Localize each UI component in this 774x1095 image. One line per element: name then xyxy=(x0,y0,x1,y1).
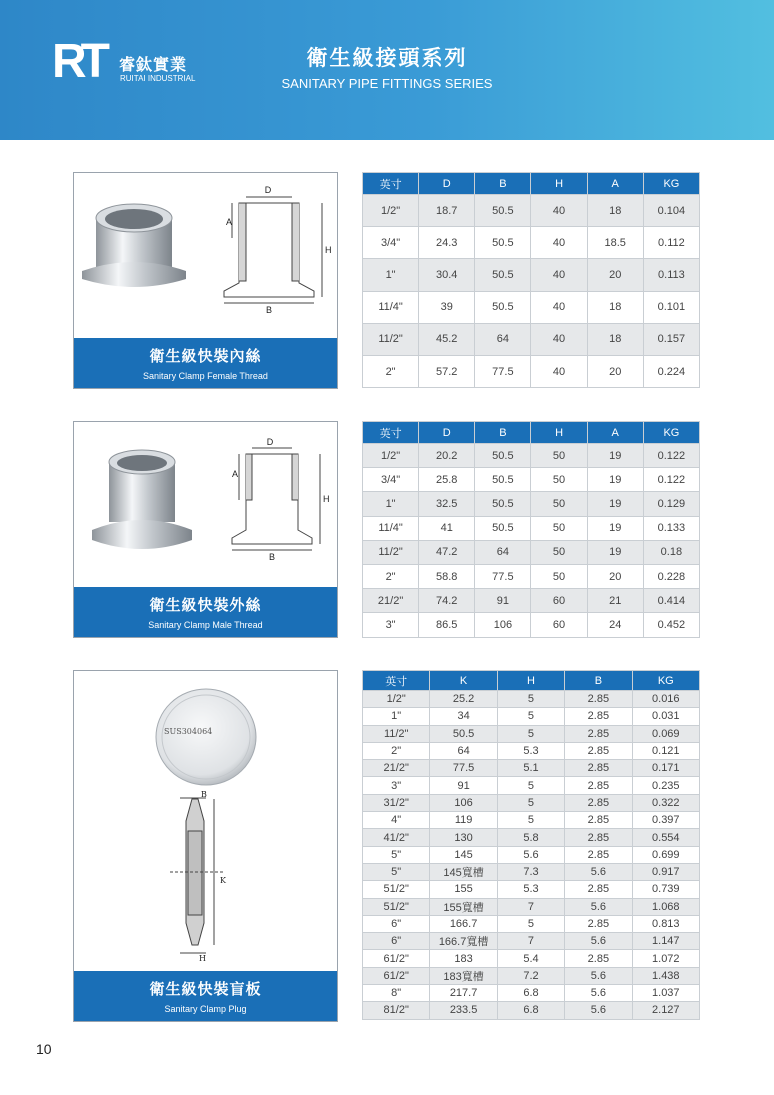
page-number: 10 xyxy=(36,1041,52,1057)
column-header: H xyxy=(497,671,564,691)
table-cell: 61/2" xyxy=(363,967,430,984)
table-row xyxy=(363,1002,700,1019)
table-cell: 166.7 xyxy=(430,915,497,932)
table-cell: 0.104 xyxy=(643,195,699,227)
table-row xyxy=(363,985,700,1002)
table-cell: 50 xyxy=(531,564,587,588)
table-cell: 39 xyxy=(419,291,475,323)
table-cell: 5 xyxy=(497,777,564,794)
table-cell: 5.8 xyxy=(497,829,564,846)
table-cell: 40 xyxy=(531,355,587,387)
table-row xyxy=(363,915,700,932)
company-name-cn: 睿鈦實業 xyxy=(119,55,188,74)
table-cell: 130 xyxy=(430,829,497,846)
drawing-label-b: B xyxy=(268,552,276,562)
table-cell: 0.101 xyxy=(643,291,699,323)
table-cell: 5.6 xyxy=(565,1002,632,1019)
caption-en: Sanitary Clamp Female Thread xyxy=(143,371,268,381)
table-cell: 0.699 xyxy=(632,846,699,863)
column-header: 英寸 xyxy=(363,422,419,444)
caption-cn: 衛生級快裝內絲 xyxy=(149,347,262,365)
column-header: B xyxy=(475,173,531,195)
table-cell: 3" xyxy=(363,613,419,637)
column-header: H xyxy=(531,422,587,444)
table-row xyxy=(363,898,700,915)
table-cell: 58.8 xyxy=(419,564,475,588)
table-cell: 60 xyxy=(531,589,587,613)
table-row xyxy=(363,933,700,950)
table-cell: 0.739 xyxy=(632,881,699,898)
company-name-en: RUITAI INDUSTRIAL xyxy=(120,74,196,83)
drawing-label-h: H xyxy=(325,245,332,255)
product-caption xyxy=(74,338,337,388)
table-cell: 1.147 xyxy=(632,933,699,950)
table-cell: 0.122 xyxy=(643,468,699,492)
table-cell: 1/2" xyxy=(363,195,419,227)
clamp-plug-drawing xyxy=(170,798,224,953)
table-cell: 0.031 xyxy=(632,708,699,725)
table-cell: 31/2" xyxy=(363,794,430,811)
table-row xyxy=(363,812,700,829)
table-row xyxy=(363,967,700,984)
table-cell: 0.397 xyxy=(632,812,699,829)
table-cell: 34 xyxy=(430,708,497,725)
table-cell: 2.85 xyxy=(565,708,632,725)
column-header: A xyxy=(587,173,643,195)
male-thread-photo xyxy=(92,450,192,549)
table-cell: 233.5 xyxy=(430,1002,497,1019)
drawing-label-b: B xyxy=(265,305,273,315)
column-header: B xyxy=(475,422,531,444)
table-cell: 0.554 xyxy=(632,829,699,846)
table-cell: 5 xyxy=(497,794,564,811)
table-cell: 19 xyxy=(587,492,643,516)
table-cell: 50 xyxy=(531,468,587,492)
table-cell: 74.2 xyxy=(419,589,475,613)
table-cell: 45.2 xyxy=(419,323,475,355)
table-cell: 5.6 xyxy=(497,846,564,863)
table-cell: 50.5 xyxy=(475,444,531,468)
table-row xyxy=(363,355,700,387)
table-cell: 183寬槽 xyxy=(430,967,497,984)
table-cell: 5.3 xyxy=(497,881,564,898)
table-cell: 0.414 xyxy=(643,589,699,613)
table-cell: 2.85 xyxy=(565,812,632,829)
female-thread-illustration xyxy=(74,173,337,338)
table-cell: 4" xyxy=(363,812,430,829)
table-cell: 50.5 xyxy=(475,516,531,540)
table-cell: 40 xyxy=(531,291,587,323)
table-cell: 155 xyxy=(430,881,497,898)
table-cell: 5.6 xyxy=(565,967,632,984)
table-row xyxy=(363,777,700,794)
table-cell: 2.85 xyxy=(565,915,632,932)
table-cell: 19 xyxy=(587,468,643,492)
table-cell: 145 xyxy=(430,846,497,863)
table-cell: 5 xyxy=(497,691,564,708)
caption-cn: 衛生級快裝盲板 xyxy=(149,980,262,998)
table-cell: 11/2" xyxy=(363,725,430,742)
table-cell: 183 xyxy=(430,950,497,967)
table-cell: 1/2" xyxy=(363,691,430,708)
product-caption xyxy=(74,971,337,1021)
table-cell: 47.2 xyxy=(419,540,475,564)
table-row xyxy=(363,492,700,516)
table-row xyxy=(363,863,700,880)
table-row xyxy=(363,846,700,863)
table-cell: 5 xyxy=(497,708,564,725)
table-cell: 64 xyxy=(430,742,497,759)
table-row xyxy=(363,227,700,259)
table-cell: 57.2 xyxy=(419,355,475,387)
product-card-male-thread xyxy=(73,421,338,638)
table-cell: 40 xyxy=(531,195,587,227)
table-cell: 8" xyxy=(363,985,430,1002)
table-cell: 24.3 xyxy=(419,227,475,259)
table-cell: 18.7 xyxy=(419,195,475,227)
table-row xyxy=(363,540,700,564)
table-cell: 21/2" xyxy=(363,589,419,613)
table-cell: 2.85 xyxy=(565,742,632,759)
table-cell: 1" xyxy=(363,259,419,291)
table-cell: 155寬槽 xyxy=(430,898,497,915)
table-cell: 91 xyxy=(430,777,497,794)
table-cell: 40 xyxy=(531,323,587,355)
table-cell: 0.452 xyxy=(643,613,699,637)
table-cell: 0.18 xyxy=(643,540,699,564)
table-cell: 50.5 xyxy=(430,725,497,742)
table-cell: 0.157 xyxy=(643,323,699,355)
table-cell: 5.6 xyxy=(565,933,632,950)
table-cell: 0.122 xyxy=(643,444,699,468)
table-cell: 25.2 xyxy=(430,691,497,708)
table-cell: 18.5 xyxy=(587,227,643,259)
table-cell: 7.2 xyxy=(497,967,564,984)
table-row xyxy=(363,291,700,323)
table-cell: 30.4 xyxy=(419,259,475,291)
column-header: D xyxy=(419,173,475,195)
table-cell: 91 xyxy=(475,589,531,613)
table-cell: 41 xyxy=(419,516,475,540)
table-cell: 6.8 xyxy=(497,985,564,1002)
table-cell: 11/4" xyxy=(363,516,419,540)
table-row xyxy=(363,950,700,967)
table-header-row xyxy=(363,173,700,195)
table-cell: 20 xyxy=(587,355,643,387)
table-cell: 119 xyxy=(430,812,497,829)
table-cell: 2.85 xyxy=(565,794,632,811)
table-cell: 1.037 xyxy=(632,985,699,1002)
table-cell: 2.85 xyxy=(565,691,632,708)
table-cell: 5" xyxy=(363,846,430,863)
table-row xyxy=(363,323,700,355)
table-cell: 2.85 xyxy=(565,846,632,863)
table-cell: 1" xyxy=(363,708,430,725)
table-row xyxy=(363,564,700,588)
table-cell: 11/2" xyxy=(363,323,419,355)
female-thread-photo xyxy=(82,204,186,287)
product-caption xyxy=(74,587,337,637)
drawing-label-h: H xyxy=(323,494,330,504)
table-cell: 5.6 xyxy=(565,898,632,915)
table-cell: 6" xyxy=(363,933,430,950)
table-cell: 50.5 xyxy=(475,227,531,259)
table-cell: 7 xyxy=(497,933,564,950)
table-cell: 86.5 xyxy=(419,613,475,637)
series-title-cn: 衛生級接頭系列 xyxy=(306,46,468,70)
table-cell: 41/2" xyxy=(363,829,430,846)
table-cell: 106 xyxy=(430,794,497,811)
column-header: KG xyxy=(643,422,699,444)
table-cell: 50.5 xyxy=(475,291,531,323)
table-header-row xyxy=(363,422,700,444)
table-cell: 32.5 xyxy=(419,492,475,516)
table-cell: 145寬槽 xyxy=(430,863,497,880)
table-cell: 77.5 xyxy=(475,564,531,588)
column-header: A xyxy=(587,422,643,444)
table-cell: 60 xyxy=(531,613,587,637)
table-cell: 5.6 xyxy=(565,985,632,1002)
table-row xyxy=(363,708,700,725)
plug-stamp: SUS304064 xyxy=(164,727,213,736)
table-cell: 0.171 xyxy=(632,760,699,777)
table-cell: 2" xyxy=(363,742,430,759)
table-cell: 0.228 xyxy=(643,564,699,588)
table-cell: 166.7寬槽 xyxy=(430,933,497,950)
caption-en: Sanitary Clamp Plug xyxy=(164,1004,247,1014)
table-cell: 1.438 xyxy=(632,967,699,984)
table-cell: 3/4" xyxy=(363,227,419,259)
table-cell: 19 xyxy=(587,444,643,468)
table-cell: 50 xyxy=(531,492,587,516)
table-cell: 6" xyxy=(363,915,430,932)
table-cell: 5.3 xyxy=(497,742,564,759)
table-row xyxy=(363,742,700,759)
table-cell: 7.3 xyxy=(497,863,564,880)
column-header: KG xyxy=(643,173,699,195)
table-cell: 6.8 xyxy=(497,1002,564,1019)
table-cell: 5.6 xyxy=(565,863,632,880)
table-row xyxy=(363,794,700,811)
table-cell: 2.85 xyxy=(565,881,632,898)
female-thread-drawing xyxy=(224,197,322,303)
clamp-plug-photo xyxy=(156,689,256,785)
table-row xyxy=(363,725,700,742)
table-cell: 0.129 xyxy=(643,492,699,516)
table-row xyxy=(363,444,700,468)
column-header: 英寸 xyxy=(363,173,419,195)
table-cell: 7 xyxy=(497,898,564,915)
male-thread-illustration xyxy=(74,422,337,587)
table-cell: 51/2" xyxy=(363,881,430,898)
table-row xyxy=(363,613,700,637)
table-cell: 2.85 xyxy=(565,950,632,967)
table-cell: 2" xyxy=(363,355,419,387)
series-title-en: SANITARY PIPE FITTINGS SERIES xyxy=(281,76,493,91)
table-cell: 0.224 xyxy=(643,355,699,387)
table-cell: 2.85 xyxy=(565,760,632,777)
table-cell: 3" xyxy=(363,777,430,794)
table-cell: 24 xyxy=(587,613,643,637)
spec-table-clamp-plug xyxy=(362,670,700,1020)
table-cell: 50 xyxy=(531,516,587,540)
table-cell: 3/4" xyxy=(363,468,419,492)
caption-cn: 衛生級快裝外絲 xyxy=(149,596,262,614)
table-cell: 2" xyxy=(363,564,419,588)
table-row xyxy=(363,691,700,708)
table-cell: 1" xyxy=(363,492,419,516)
table-row xyxy=(363,468,700,492)
table-cell: 1.068 xyxy=(632,898,699,915)
table-cell: 0.069 xyxy=(632,725,699,742)
table-header-row xyxy=(363,671,700,691)
table-cell: 19 xyxy=(587,516,643,540)
column-header: K xyxy=(430,671,497,691)
table-cell: 0.322 xyxy=(632,794,699,811)
table-cell: 0.113 xyxy=(643,259,699,291)
table-cell: 77.5 xyxy=(475,355,531,387)
column-header: D xyxy=(419,422,475,444)
column-header: H xyxy=(531,173,587,195)
table-cell: 0.917 xyxy=(632,863,699,880)
table-cell: 5.1 xyxy=(497,760,564,777)
table-cell: 5" xyxy=(363,863,430,880)
table-cell: 0.016 xyxy=(632,691,699,708)
table-cell: 1/2" xyxy=(363,444,419,468)
table-cell: 0.133 xyxy=(643,516,699,540)
table-cell: 81/2" xyxy=(363,1002,430,1019)
table-cell: 11/2" xyxy=(363,540,419,564)
table-cell: 217.7 xyxy=(430,985,497,1002)
table-cell: 21 xyxy=(587,589,643,613)
page-header xyxy=(0,0,774,140)
table-cell: 11/4" xyxy=(363,291,419,323)
drawing-label-a: A xyxy=(226,217,233,227)
table-cell: 2.127 xyxy=(632,1002,699,1019)
spec-table-male-thread xyxy=(362,421,700,638)
table-cell: 106 xyxy=(475,613,531,637)
drawing-label-d: D xyxy=(264,185,272,195)
table-cell: 2.85 xyxy=(565,725,632,742)
table-cell: 64 xyxy=(475,540,531,564)
table-cell: 2.85 xyxy=(565,829,632,846)
column-header: B xyxy=(565,671,632,691)
table-cell: 50.5 xyxy=(475,195,531,227)
company-logo: RT xyxy=(52,35,104,88)
table-row xyxy=(363,760,700,777)
table-cell: 50.5 xyxy=(475,259,531,291)
table-cell: 61/2" xyxy=(363,950,430,967)
table-cell: 20 xyxy=(587,564,643,588)
table-cell: 1.072 xyxy=(632,950,699,967)
table-row xyxy=(363,881,700,898)
table-cell: 5 xyxy=(497,915,564,932)
drawing-label-d: D xyxy=(266,437,274,447)
table-cell: 20 xyxy=(587,259,643,291)
table-row xyxy=(363,195,700,227)
drawing-label-h: H xyxy=(199,954,206,963)
table-cell: 2.85 xyxy=(565,777,632,794)
table-cell: 18 xyxy=(587,323,643,355)
table-cell: 25.8 xyxy=(419,468,475,492)
table-row xyxy=(363,829,700,846)
product-card-clamp-plug xyxy=(73,670,338,1022)
table-cell: 5 xyxy=(497,725,564,742)
table-cell: 50 xyxy=(531,540,587,564)
table-cell: 0.235 xyxy=(632,777,699,794)
drawing-label-b: B xyxy=(201,790,207,799)
column-header: KG xyxy=(632,671,699,691)
table-cell: 50.5 xyxy=(475,492,531,516)
table-cell: 5.4 xyxy=(497,950,564,967)
table-row xyxy=(363,516,700,540)
product-card-female-thread xyxy=(73,172,338,389)
drawing-label-k: K xyxy=(220,876,226,885)
table-cell: 0.813 xyxy=(632,915,699,932)
table-cell: 0.121 xyxy=(632,742,699,759)
table-row xyxy=(363,589,700,613)
table-cell: 19 xyxy=(587,540,643,564)
spec-table-female-thread xyxy=(362,172,700,388)
table-cell: 50 xyxy=(531,444,587,468)
caption-en: Sanitary Clamp Male Thread xyxy=(148,620,263,630)
table-cell: 0.112 xyxy=(643,227,699,259)
table-cell: 77.5 xyxy=(430,760,497,777)
column-header: 英寸 xyxy=(363,671,430,691)
table-cell: 21/2" xyxy=(363,760,430,777)
clamp-plug-illustration xyxy=(74,671,337,971)
table-cell: 40 xyxy=(531,227,587,259)
table-cell: 50.5 xyxy=(475,468,531,492)
table-cell: 18 xyxy=(587,291,643,323)
table-cell: 64 xyxy=(475,323,531,355)
drawing-label-a: A xyxy=(232,469,239,479)
male-thread-drawing xyxy=(232,448,320,550)
table-row xyxy=(363,259,700,291)
table-cell: 40 xyxy=(531,259,587,291)
table-cell: 18 xyxy=(587,195,643,227)
table-cell: 5 xyxy=(497,812,564,829)
table-cell: 20.2 xyxy=(419,444,475,468)
table-cell: 51/2" xyxy=(363,898,430,915)
